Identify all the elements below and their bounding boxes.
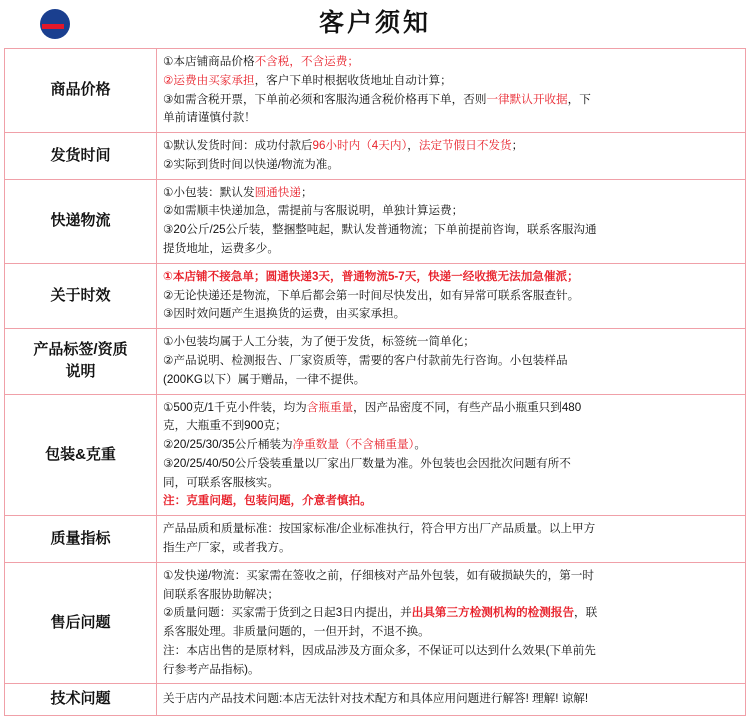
content-line [163, 333, 739, 352]
content-line [163, 520, 739, 539]
content-line [163, 287, 739, 306]
content-text: 产品品质和质量标准：按国家标准/企业标准执行，符合甲方出厂产品质量。以上甲方 [163, 522, 596, 536]
content-text: ①默认发货时间：成功付款后 [163, 139, 313, 153]
content-text: 一经收揽无法加急催派 [451, 269, 568, 283]
content-line [163, 352, 739, 371]
content-line [163, 184, 739, 203]
row-content [157, 49, 746, 133]
content-text: 注： [163, 494, 187, 508]
content-text: 净重数量（不含桶重量） [292, 438, 415, 452]
content-line [163, 604, 739, 623]
row-content [157, 179, 746, 263]
content-line [163, 91, 739, 110]
content-text: ③20/25/40/50公斤袋装重量以厂家出厂数量为准。外包装也会因批次问题有所不 [163, 456, 571, 470]
content-line [163, 371, 739, 390]
table-row [5, 133, 746, 180]
content-line [163, 221, 739, 240]
content-text: 注：本店出售的是原材料，因成品涉及方面众多，不保证可以达到什么效果(下单前先 [163, 643, 596, 657]
content-text: 本店铺不接急单； [172, 269, 266, 283]
content-text: ① [163, 269, 173, 283]
row-label: 质量指标 [5, 516, 157, 563]
row-label: 商品价格 [5, 49, 157, 133]
content-line [163, 137, 739, 156]
content-text: 法定节假日不发货 [418, 139, 512, 153]
content-text: 圆通快递3天，普通物流5-7天 [265, 269, 417, 283]
content-text: ，客户下单时根据收货地址自动计算； [254, 73, 452, 87]
table-row [5, 684, 746, 716]
content-line [163, 436, 739, 455]
content-text: ③如需含税开票，下单前必须和客服沟通含税价格再下单，否则 [163, 92, 487, 106]
row-content [157, 684, 746, 716]
row-content [157, 562, 746, 684]
content-line [163, 455, 739, 474]
content-line [163, 53, 739, 72]
content-text: ②如需顺丰快递加急，需提前与客服说明，单独计算运费； [163, 204, 464, 218]
content-text: 圆通快递 [254, 185, 301, 199]
content-text: ； [300, 185, 313, 199]
content-line [163, 474, 739, 493]
content-text: ，快递 [416, 269, 452, 283]
page-title: 客户须知 [318, 10, 431, 37]
notice-table [4, 48, 746, 716]
content-line [163, 539, 739, 558]
content-text: 克重问题，包装问题，介意者慎拍。 [186, 494, 372, 508]
table-row [5, 394, 746, 516]
content-line [163, 109, 739, 128]
table-row [5, 263, 746, 328]
row-content [157, 516, 746, 563]
content-line [163, 642, 739, 661]
content-line [163, 492, 739, 511]
content-line [163, 268, 739, 287]
content-line [163, 623, 739, 642]
content-text: 一律默认开收据 [486, 92, 568, 106]
table-row [5, 49, 746, 133]
row-label: 包装&克重 [5, 394, 157, 516]
table-row [5, 179, 746, 263]
content-text: ，因产品密度不同，有些产品小瓶重只到480 [353, 400, 582, 414]
content-text: ② [163, 73, 174, 87]
content-text: 克，大瓶重不到900克； [163, 419, 287, 433]
content-text: ②实际到货时间以快递/物流为准。 [163, 157, 339, 171]
content-text: ； [567, 269, 579, 283]
content-line [163, 417, 739, 436]
content-text: 96小时内（4天内） [312, 139, 408, 153]
row-label: 售后问题 [5, 562, 157, 684]
row-label: 产品标签/资质 说明 [5, 329, 157, 394]
content-line [163, 240, 739, 259]
content-text: ①本店铺商品价格 [163, 55, 255, 68]
content-text: 间联系客服协助解决； [163, 587, 279, 601]
row-content [157, 133, 746, 180]
content-text: ，下 [567, 92, 591, 106]
content-text: ③因时效问题产生退换货的运费，由买家承担。 [163, 307, 406, 321]
row-content [157, 394, 746, 516]
content-line [163, 661, 739, 680]
content-line [163, 586, 739, 605]
content-text: 关于店内产品技术问题:本店无法针对技术配方和具体应用问题进行解答! 理解! 谅解! [163, 692, 589, 706]
content-text: 行参考产品指标)。 [163, 662, 260, 676]
content-text: 指生产厂家，或者我方。 [163, 540, 291, 554]
content-text: 同，可联系客服核实。 [163, 475, 279, 489]
content-line [163, 72, 739, 91]
row-label: 快递物流 [5, 179, 157, 263]
content-text: ②质量问题：买家需于货到之日起3日内提出，并 [163, 606, 412, 620]
content-text: ①500克/1千克小件装，均为 [163, 400, 307, 414]
row-content [157, 329, 746, 394]
content-line [163, 567, 739, 586]
content-line [163, 305, 739, 324]
table-row [5, 516, 746, 563]
content-text: 。 [414, 438, 426, 452]
content-text: ， [407, 139, 419, 153]
content-text: 含瓶重量 [306, 400, 354, 414]
content-line [163, 202, 739, 221]
content-line [163, 399, 739, 418]
content-text: (200KG以下）属于赠品，一律不提供。 [163, 372, 366, 386]
row-content [157, 263, 746, 328]
content-text: 系客服处理。非质量问题的，一但开封，不退不换。 [163, 625, 430, 639]
content-text: 出具第三方检测机构的检测报告 [411, 606, 575, 620]
row-label: 关于时效 [5, 263, 157, 328]
content-text: ①小包装均属于人工分装，为了便于发货，标签统一简单化； [163, 335, 475, 349]
brand-logo-icon [8, 2, 86, 46]
content-text: ①发快递/物流：买家需在签收之前，仔细核对产品外包装，如有破损缺失的，第一时 [163, 568, 594, 582]
content-text: ②产品说明、检测报告、厂家资质等，需要的客户付款前先行咨询。小包装样品 [163, 353, 568, 367]
table-row [5, 562, 746, 684]
content-text: ①小包装：默认发 [163, 185, 255, 199]
content-text: 单前请谨慎付款！ [163, 111, 256, 125]
page-header [0, 0, 750, 48]
row-label: 技术问题 [5, 684, 157, 716]
content-line [163, 156, 739, 175]
content-text: ③20公斤/25公斤装，整捆整吨起，默认发普通物流；下单前提前咨询，联系客服沟通 [163, 223, 597, 237]
content-text: ②无论快递还是物流，下单后都会第一时间尽快发出，如有异常可联系客服查针。 [163, 288, 580, 302]
row-label: 发货时间 [5, 133, 157, 180]
content-line [163, 690, 739, 709]
content-text: ，联 [574, 606, 598, 620]
content-text: ； [511, 139, 524, 153]
table-row [5, 329, 746, 394]
content-text: 运费由买家承担 [173, 73, 255, 87]
content-text: 不含税，不含运费； [254, 55, 359, 68]
content-text: 提货地址，运费多少。 [163, 242, 279, 256]
content-text: ②20/25/30/35公斤桶装为 [163, 438, 293, 452]
